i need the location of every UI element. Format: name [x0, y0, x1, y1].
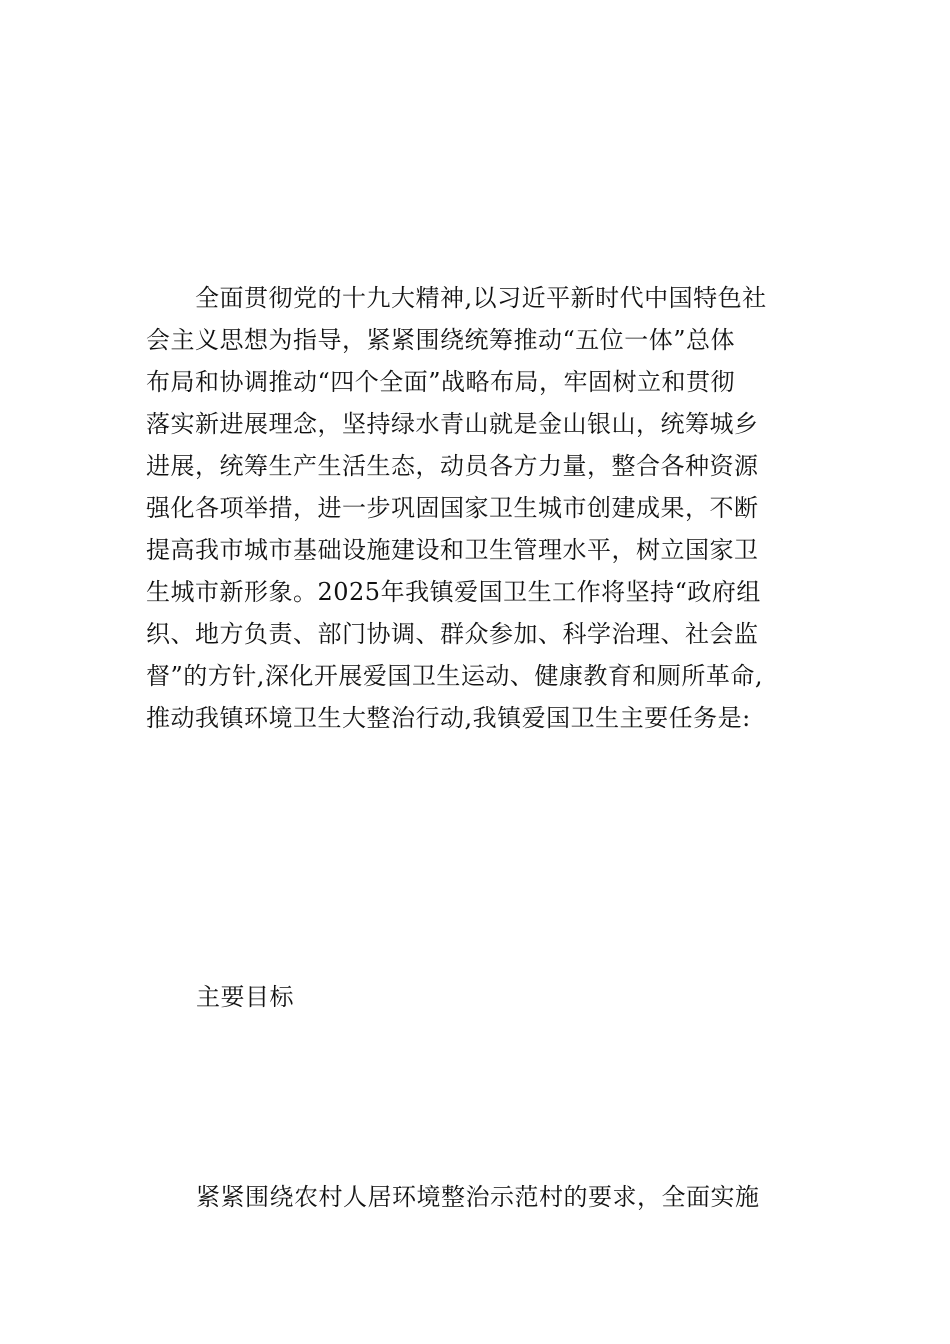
paragraph-line: 进展，统筹生产生活生态，动员各方力量，整合各种资源	[146, 452, 759, 480]
paragraph-line: 织、地方负责、部门协调、群众参加、科学治理、社会监	[146, 620, 759, 648]
paragraph-line: 会主义思想为指导，紧紧围绕统筹推动“五位一体”总体	[146, 326, 736, 354]
paragraph-line: 提高我市城市基础设施建设和卫生管理水平，树立国家卫	[146, 536, 759, 564]
paragraph-line: 推动我镇环境卫生大整治行动,我镇爱国卫生主要任务是:	[146, 704, 751, 732]
section-heading	[196, 976, 876, 1018]
paragraph-line: 紧紧围绕农村人居环境整治示范村的要求，全面实施	[196, 1183, 760, 1211]
intro-paragraph	[146, 277, 826, 739]
paragraph-line: 强化各项举措，进一步巩固国家卫生城市创建成果，不断	[146, 494, 759, 522]
next-paragraph	[196, 1176, 876, 1218]
paragraph-line: 督”的方针,深化开展爱国卫生运动、健康教育和厕所革命,	[146, 662, 764, 690]
paragraph-line: 全面贯彻党的十九大精神,以习近平新时代中国特色社	[146, 284, 767, 312]
section-heading-text: 主要目标	[196, 983, 294, 1011]
paragraph-line: 布局和协调推动“四个全面”战略布局，牢固树立和贯彻	[146, 368, 736, 396]
paragraph-line: 落实新进展理念，坚持绿水青山就是金山银山，统筹城乡	[146, 410, 759, 438]
paragraph-line: 生城市新形象。2025年我镇爱国卫生工作将坚持“政府组	[146, 578, 761, 606]
